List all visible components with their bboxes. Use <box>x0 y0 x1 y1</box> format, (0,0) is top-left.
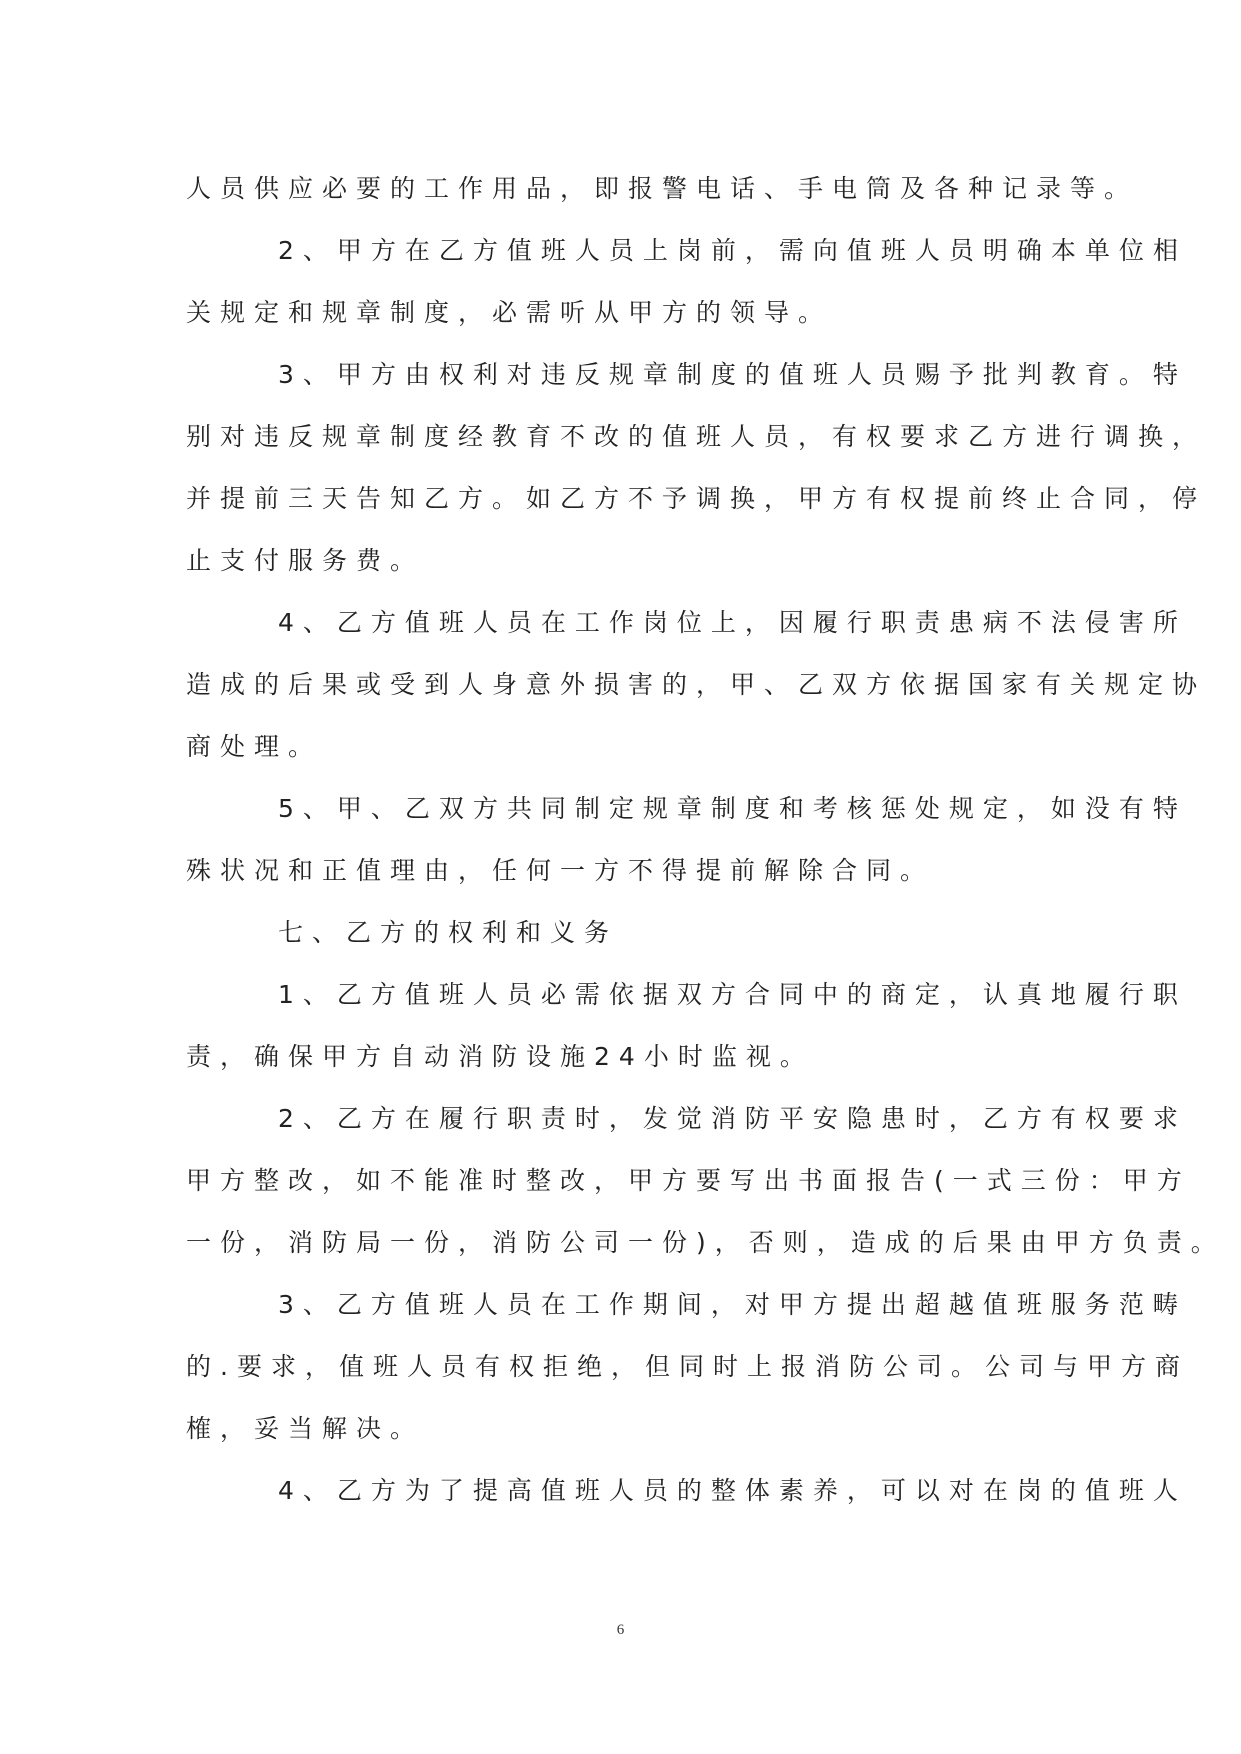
document-body <box>186 158 1225 1522</box>
paragraph-start-line: 2、甲方在乙方值班人员上岗前，需向值班人员明确本单位相 <box>278 236 1187 265</box>
text-line: 甲方整改，如不能准时整改，甲方要写出书面报告(一式三份：甲方 <box>186 1166 1191 1195</box>
text-line: 的.要求，值班人员有权拒绝，但同时上报消防公司。公司与甲方商 <box>186 1352 1189 1381</box>
paragraph-start-line: 3、乙方值班人员在工作期间，对甲方提出超越值班服务范畴 <box>278 1290 1187 1319</box>
text-line: 关规定和规章制度，必需听从甲方的领导。 <box>186 298 833 327</box>
text-line: 止支付服务费。 <box>186 546 425 575</box>
text-line: 商处理。 <box>186 732 323 761</box>
page-number: 6 <box>616 1622 625 1638</box>
text-line: 殊状况和正值理由，任何一方不得提前解除合同。 <box>186 856 935 885</box>
text-line: 造成的后果或受到人身意外损害的，甲、乙双方依据国家有关规定协 <box>186 670 1207 699</box>
section-heading: 七、乙方的权利和义务 <box>278 918 619 947</box>
paragraph-start-line: 5、甲、乙双方共同制定规章制度和考核惩处规定，如没有特 <box>278 794 1187 823</box>
text-line: 一份，消防局一份，消防公司一份)，否则，造成的后果由甲方负责。 <box>186 1228 1225 1257</box>
paragraph-start-line: 1、乙方值班人员必需依据双方合同中的商定，认真地履行职 <box>278 980 1187 1009</box>
text-line: 人员供应必要的工作用品，即报警电话、手电筒及各种记录等。 <box>186 174 1139 203</box>
paragraph-start-line: 4、乙方值班人员在工作岗位上，因履行职责患病不法侵害所 <box>278 608 1187 637</box>
paragraph-start-line: 3、甲方由权利对违反规章制度的值班人员赐予批判教育。特 <box>278 360 1187 389</box>
paragraph-start-line: 2、乙方在履行职责时，发觉消防平安隐患时，乙方有权要求 <box>278 1104 1187 1133</box>
text-line: 责，确保甲方自动消防设施24小时监视。 <box>186 1042 814 1071</box>
text-line: 别对违反规章制度经教育不改的值班人员，有权要求乙方进行调换， <box>186 422 1207 451</box>
text-line: 并提前三天告知乙方。如乙方不予调换，甲方有权提前终止合同，停 <box>186 484 1207 513</box>
text-line: 榷，妥当解决。 <box>186 1414 425 1443</box>
paragraph-start-line: 4、乙方为了提高值班人员的整体素养，可以对在岗的值班人 <box>278 1476 1187 1505</box>
